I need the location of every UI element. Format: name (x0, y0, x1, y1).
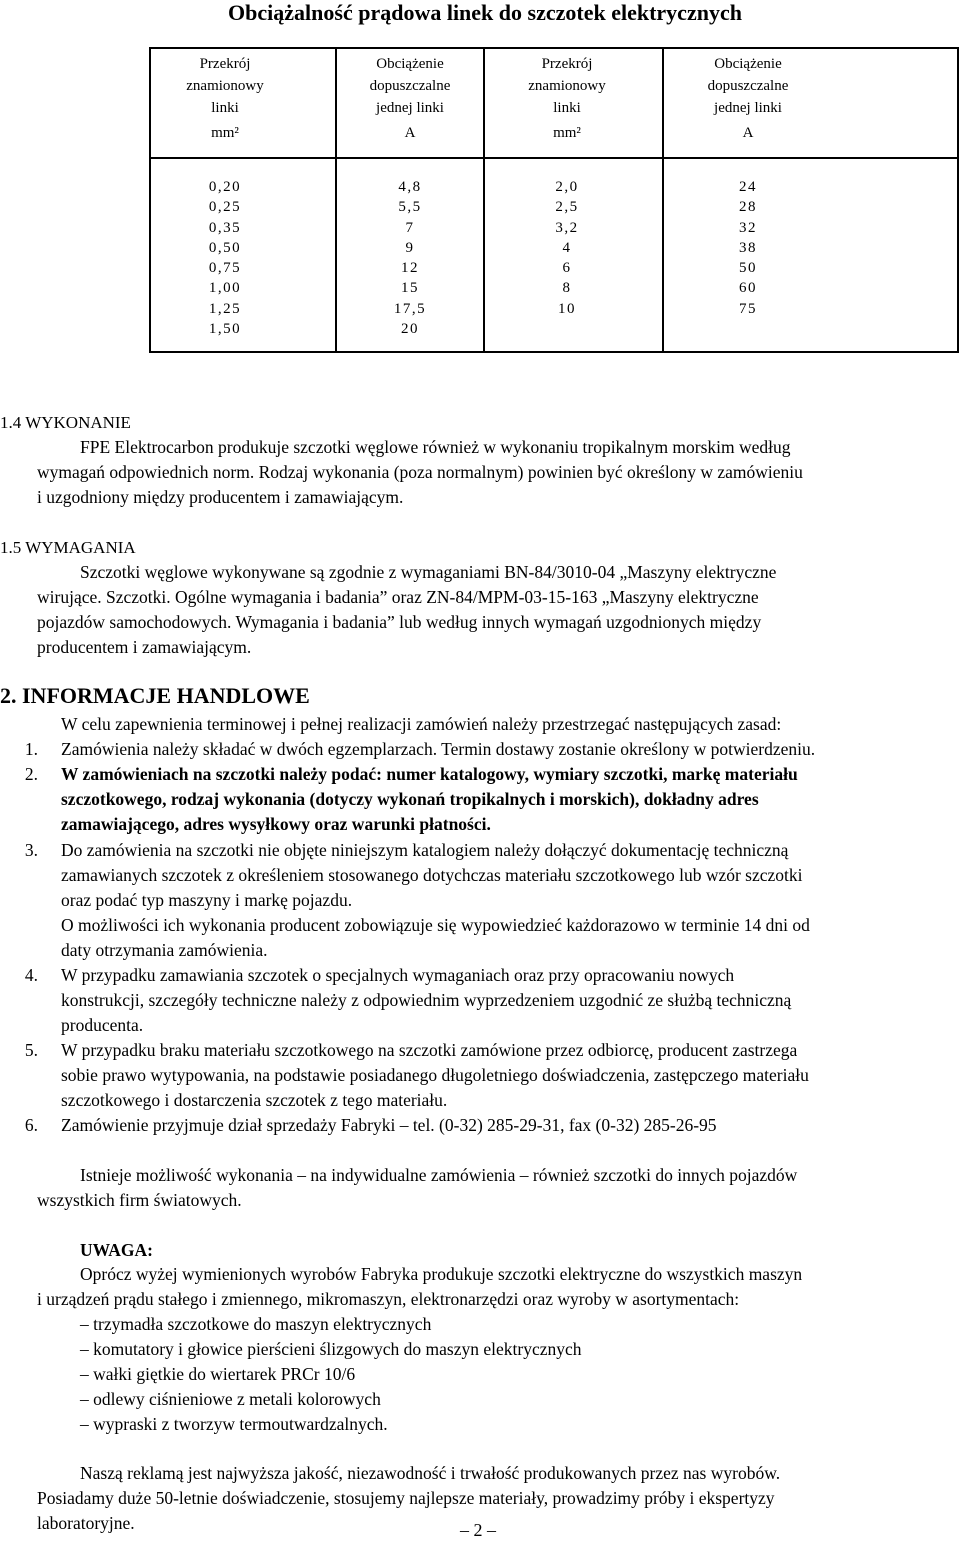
list-number: 5. (24, 1040, 38, 1060)
table-cell: 75 (739, 300, 757, 317)
table-cell: 12 (401, 260, 419, 277)
text-line: Do zamówienia na szczotki nie objęte niniejszym katalogiem należy dołączyć dokumentację techniczną (61, 840, 789, 860)
section-text (37, 560, 955, 660)
header-unit: A (404, 125, 416, 141)
text-line: zamawianych szczotek z określeniem stosowanego dotychczas materiału szczotkowego lub wzór szczotki (61, 865, 803, 885)
table-cell: 4,8 (398, 179, 422, 195)
text-line: szczotkowego, rodzaj wykonania (dotyczy wykonań tropikalnych i morskich), dokładny adres (61, 789, 759, 809)
list-number: 4. (24, 965, 38, 985)
table-cell: 7 (405, 219, 415, 236)
text-line: laboratoryjne. (37, 1513, 135, 1533)
list-item: – wypraski z tworzyw termoutwardzalnych. (80, 1414, 388, 1434)
section-text (37, 435, 955, 510)
list-number: 3. (24, 840, 38, 860)
section-heading: 1.5 WYMAGANIA (0, 538, 136, 557)
page-number: – 2 – (460, 1520, 496, 1540)
table-cell: 60 (739, 280, 757, 297)
header-unit: mm² (553, 125, 581, 141)
header-line: Obciążenie (376, 56, 444, 72)
table-cell: 38 (739, 239, 757, 256)
table-cell: 17,5 (393, 300, 427, 317)
text-line: W zamówieniach na szczotki należy podać: numer katalogowy, wymiary szczotki, markę materiału (61, 764, 798, 784)
table-header-load (664, 49, 832, 144)
header-line: znamionowy (186, 78, 264, 94)
text-line: FPE Elektrocarbon produkuje szczotki węglowe również w wykonaniu tropikalnym morskim według (80, 437, 791, 457)
text-line: daty otrzymania zamówienia. (61, 940, 268, 960)
table-column-4 (664, 177, 832, 319)
header-line: Obciążenie (714, 56, 782, 72)
current-load-table (149, 47, 959, 353)
section-heading: 1.4 WYKONANIE (0, 413, 131, 432)
table-cell: 0,20 (208, 179, 242, 195)
header-line: znamionowy (528, 78, 606, 94)
table-column-1 (151, 177, 299, 339)
table-header-load (337, 49, 483, 144)
header-line: jednej linki (714, 100, 782, 116)
header-unit: mm² (211, 125, 239, 141)
table-cell: 2,5 (555, 199, 579, 216)
table-cell: 28 (739, 199, 757, 216)
text-line: Naszą reklamą jest najwyższa jakość, niezawodność i trwałość produkowanych przez nas wyrobów. (80, 1463, 781, 1483)
table-cell: 5,5 (398, 199, 422, 216)
header-line: jednej linki (376, 100, 444, 116)
header-line: Przekrój (199, 56, 251, 72)
section-intro: W celu zapewnienia terminowej i pełnej realizacji zamówień należy przestrzegać następujących zasad: (61, 714, 782, 734)
list-item: – odlewy ciśnieniowe z metali kolorowych (80, 1389, 381, 1409)
header-unit: A (742, 125, 754, 141)
header-line: linki (553, 100, 581, 116)
header-line: dopuszczalne (369, 78, 451, 94)
text-line: oraz podać typ maszyny i markę pojazdu. (61, 890, 353, 910)
table-cell: 20 (401, 321, 419, 338)
text-line: Oprócz wyżej wymienionych wyrobów Fabryka produkuje szczotki elektryczne do wszystkich maszyn (80, 1264, 803, 1284)
table-cell: 24 (739, 179, 757, 195)
table-header-cross-section (485, 49, 649, 144)
text-line: wirujące. Szczotki. Ogólne wymagania i badania” oraz ZN-84/MPM-03-15-163 „Maszyny elektryczne (37, 587, 759, 607)
text-line: sobie prawo wytypowania, na podstawie posiadanego długoletniego doświadczenia, zastępczego materiału (61, 1065, 809, 1085)
text-line: wymagań odpowiednich norm. Rodzaj wykonania (poza normalnym) powinien być określony w zamówieniu (37, 462, 803, 482)
table-cell: 1,50 (208, 321, 242, 338)
text-line: i urządzeń prądu stałego i zmiennego, mikromaszyn, elektronarzędzi oraz wyroby w asortymentach: (37, 1289, 740, 1309)
text-line: i uzgodniony między producentem i zamawiającym. (37, 487, 404, 507)
table-column-2 (337, 177, 483, 339)
table-column-3 (485, 177, 649, 319)
text-line: pojazdów samochodowych. Wymagania i badania” lub według innych wymagań uzgodnionych między (37, 612, 762, 632)
text-line: producenta. (61, 1015, 144, 1035)
table-cell: 10 (558, 300, 576, 317)
list-item: – wałki giętkie do wiertarek PRCr 10/6 (80, 1364, 356, 1384)
table-cell: 8 (562, 280, 572, 297)
section-heading: UWAGA: (80, 1240, 153, 1260)
table-cell: 2,0 (555, 179, 579, 195)
table-cell: 6 (562, 260, 572, 277)
table-cell: 0,35 (208, 219, 242, 236)
table-cell: 0,25 (208, 199, 242, 216)
header-line: Przekrój (541, 56, 593, 72)
header-line: dopuszczalne (707, 78, 789, 94)
text-line: Istnieje możliwość wykonania – na indywidualne zamówienia – również szczotki do innych pojazdów (80, 1165, 798, 1185)
text-line: W przypadku braku materiału szczotkowego na szczotki zamówione przez odbiorcę, producent zastrzega (61, 1040, 798, 1060)
table-cell: 9 (405, 239, 415, 256)
list-number: 6. (24, 1115, 38, 1135)
table-cell: 1,00 (208, 280, 242, 297)
text-line: W przypadku zamawiania szczotek o specjalnych wymaganiach oraz przy opracowaniu nowych (61, 965, 735, 985)
table-header-cross-section (151, 49, 299, 144)
text-line: Zamówienia należy składać w dwóch egzemplarzach. Termin dostawy zostanie określony w potwierdzeniu. (61, 739, 816, 759)
list-item: – trzymadła szczotkowe do maszyn elektrycznych (80, 1314, 432, 1334)
table-cell: 3,2 (555, 219, 579, 236)
text-line: szczotkowego i dostarczenia szczotek z tego materiału. (61, 1090, 448, 1110)
text-line: zamawiającego, adres wysyłkowy oraz warunki płatności. (61, 814, 491, 834)
page-title: Obciążalność prądowa linek do szczotek elektrycznych (228, 0, 742, 25)
table-cell: 1,25 (208, 300, 242, 317)
text-line: producentem i zamawiającym. (37, 637, 252, 657)
text-line: konstrukcji, szczegóły techniczne należy z odpowiednim wyprzedzeniem uzgodnić ze służbą techniczną (61, 990, 792, 1010)
section-heading: 2. INFORMACJE HANDLOWE (0, 683, 310, 708)
header-line: linki (211, 100, 239, 116)
list-number: 1. (24, 739, 38, 759)
list-number: 2. (24, 764, 38, 784)
table-cell: 0,50 (208, 239, 242, 256)
text-line: Zamówienie przyjmuje dział sprzedaży Fabryki – tel. (0-32) 285-29-31, fax (0-32) 285-26-95 (61, 1115, 717, 1135)
text-line: O możliwości ich wykonania producent zobowiązuje się wypowiedzieć każdorazowo w terminie 14 dni od (61, 915, 810, 935)
table-cell: 32 (739, 219, 757, 236)
text-line: Szczotki węglowe wykonywane są zgodnie z wymaganiami BN-84/3010-04 „Maszyny elektryczne (80, 562, 777, 582)
table-cell: 0,75 (208, 260, 242, 277)
table-cell: 4 (562, 239, 572, 256)
list-item: – komutatory i głowice pierścieni ślizgowych do maszyn elektrycznych (80, 1339, 582, 1359)
table-cell: 15 (401, 280, 419, 297)
table-cell: 50 (739, 260, 757, 277)
text-line: Posiadamy duże 50-letnie doświadczenie, stosujemy najlepsze materiały, prowadzimy próby i ekspertyzy (37, 1488, 775, 1508)
table-header-rule (151, 157, 957, 159)
text-line: wszystkich firm światowych. (37, 1190, 242, 1210)
